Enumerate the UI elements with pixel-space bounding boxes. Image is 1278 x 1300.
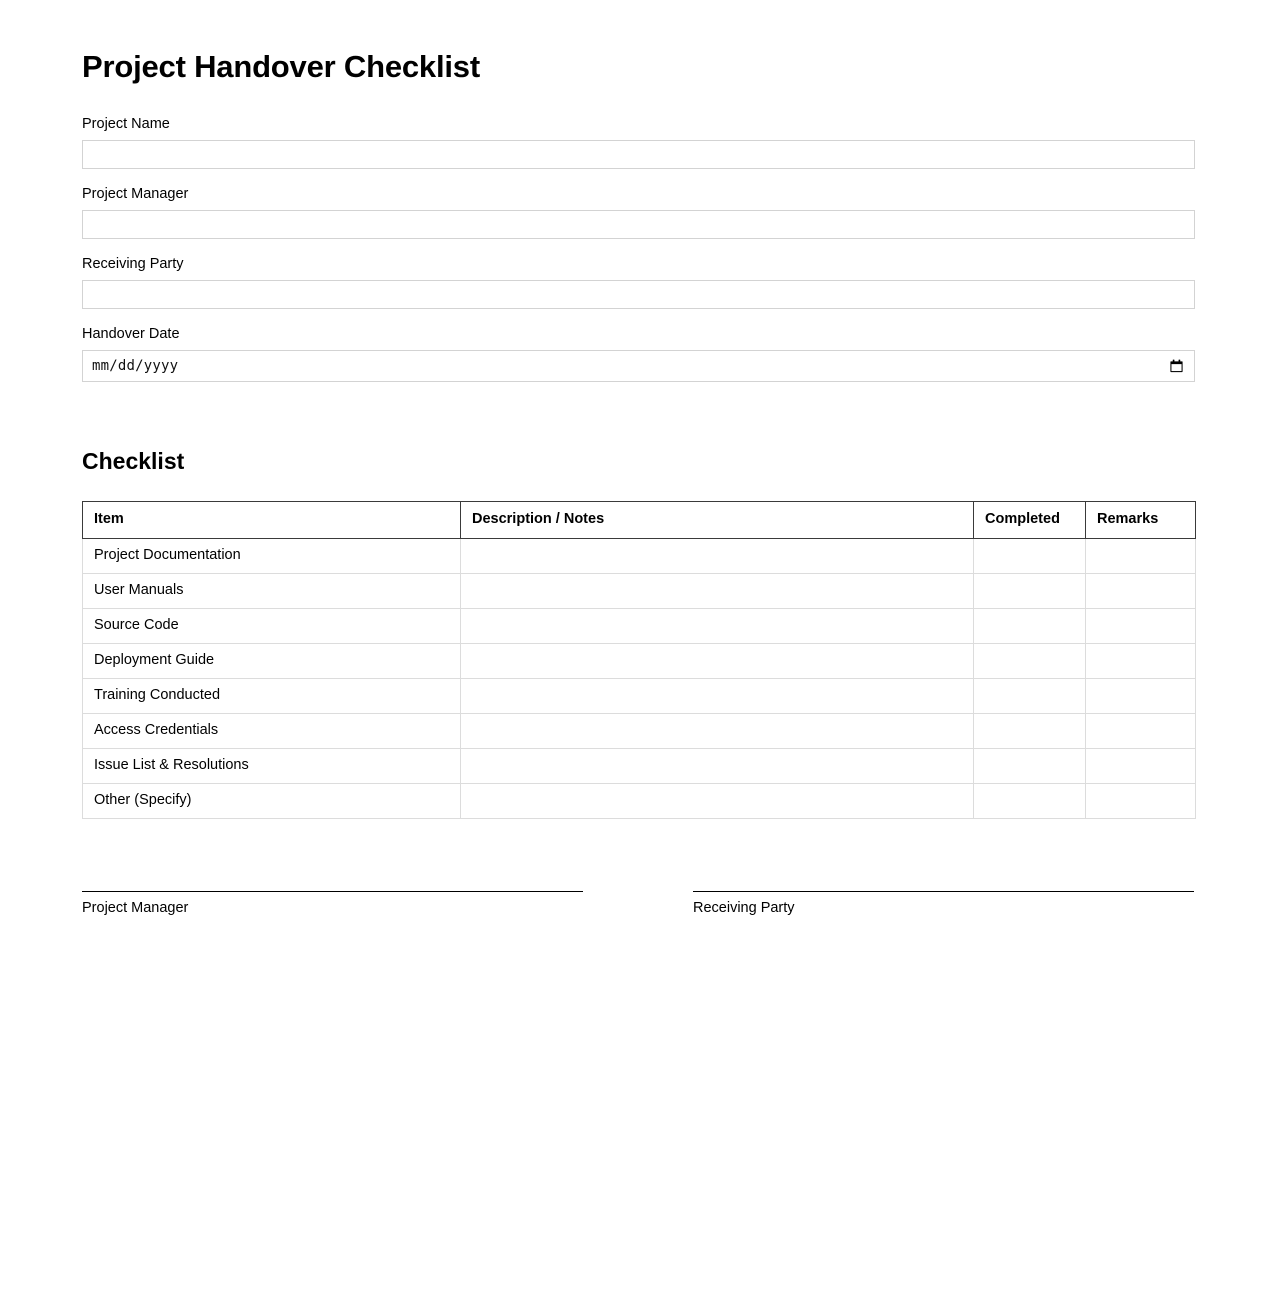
cell-item: Training Conducted — [83, 678, 461, 713]
cell-remarks[interactable] — [1086, 748, 1196, 783]
cell-item: Issue List & Resolutions — [83, 748, 461, 783]
signature-line[interactable] — [82, 891, 583, 892]
table-header-row — [83, 502, 1196, 538]
cell-description[interactable] — [461, 643, 974, 678]
cell-completed[interactable] — [974, 713, 1086, 748]
handover-date-placeholder: mm/dd/yyyy — [92, 357, 179, 374]
cell-description[interactable] — [461, 573, 974, 608]
signature-area — [82, 891, 1194, 918]
cell-item: User Manuals — [83, 573, 461, 608]
cell-completed[interactable] — [974, 608, 1086, 643]
signature-line[interactable] — [693, 891, 1194, 892]
cell-item: Source Code — [83, 608, 461, 643]
cell-remarks[interactable] — [1086, 643, 1196, 678]
cell-completed[interactable] — [974, 538, 1086, 573]
column-header-description: Description / Notes — [461, 502, 974, 538]
cell-description[interactable] — [461, 713, 974, 748]
cell-remarks[interactable] — [1086, 678, 1196, 713]
table-row — [83, 713, 1196, 748]
receiving-party-label: Receiving Party — [82, 255, 184, 272]
cell-description[interactable] — [461, 678, 974, 713]
handover-date-input[interactable] — [82, 350, 1195, 382]
handover-date-label: Handover Date — [82, 325, 180, 342]
column-header-item: Item — [83, 502, 461, 538]
field-group-project-name — [82, 115, 1194, 169]
cell-completed[interactable] — [974, 678, 1086, 713]
table-row — [83, 643, 1196, 678]
cell-remarks[interactable] — [1086, 538, 1196, 573]
cell-remarks[interactable] — [1086, 783, 1196, 818]
cell-completed[interactable] — [974, 573, 1086, 608]
cell-description[interactable] — [461, 783, 974, 818]
cell-completed[interactable] — [974, 783, 1086, 818]
handover-form — [82, 115, 1194, 381]
cell-item: Other (Specify) — [83, 783, 461, 818]
signature-block-project-manager — [82, 891, 583, 918]
table-row — [83, 678, 1196, 713]
table-row — [83, 538, 1196, 573]
cell-completed[interactable] — [974, 643, 1086, 678]
cell-remarks[interactable] — [1086, 608, 1196, 643]
calendar-icon[interactable] — [1169, 358, 1184, 373]
cell-item: Deployment Guide — [83, 643, 461, 678]
cell-completed[interactable] — [974, 748, 1086, 783]
signature-caption-project-manager: Project Manager — [82, 899, 189, 916]
cell-remarks[interactable] — [1086, 573, 1196, 608]
column-header-completed: Completed — [974, 502, 1086, 538]
section-title-checklist: Checklist — [82, 447, 185, 474]
field-group-handover-date — [82, 325, 1194, 382]
cell-description[interactable] — [461, 608, 974, 643]
table-row — [83, 748, 1196, 783]
cell-item: Project Documentation — [83, 538, 461, 573]
signature-caption-receiving-party: Receiving Party — [693, 899, 795, 916]
cell-description[interactable] — [461, 748, 974, 783]
checklist-table — [82, 501, 1196, 818]
field-group-receiving-party — [82, 255, 1194, 309]
cell-remarks[interactable] — [1086, 713, 1196, 748]
column-header-remarks: Remarks — [1086, 502, 1196, 538]
signature-block-receiving-party — [693, 891, 1194, 918]
page-title: Project Handover Checklist — [82, 49, 480, 84]
table-row — [83, 573, 1196, 608]
table-row — [83, 608, 1196, 643]
project-manager-label: Project Manager — [82, 186, 189, 203]
project-manager-input[interactable] — [82, 210, 1195, 239]
spacer — [82, 398, 1194, 448]
project-name-input[interactable] — [82, 140, 1195, 169]
field-group-project-manager — [82, 185, 1194, 239]
project-name-label: Project Name — [82, 116, 170, 133]
cell-item: Access Credentials — [83, 713, 461, 748]
receiving-party-input[interactable] — [82, 280, 1195, 309]
cell-description[interactable] — [461, 538, 974, 573]
table-row — [83, 783, 1196, 818]
